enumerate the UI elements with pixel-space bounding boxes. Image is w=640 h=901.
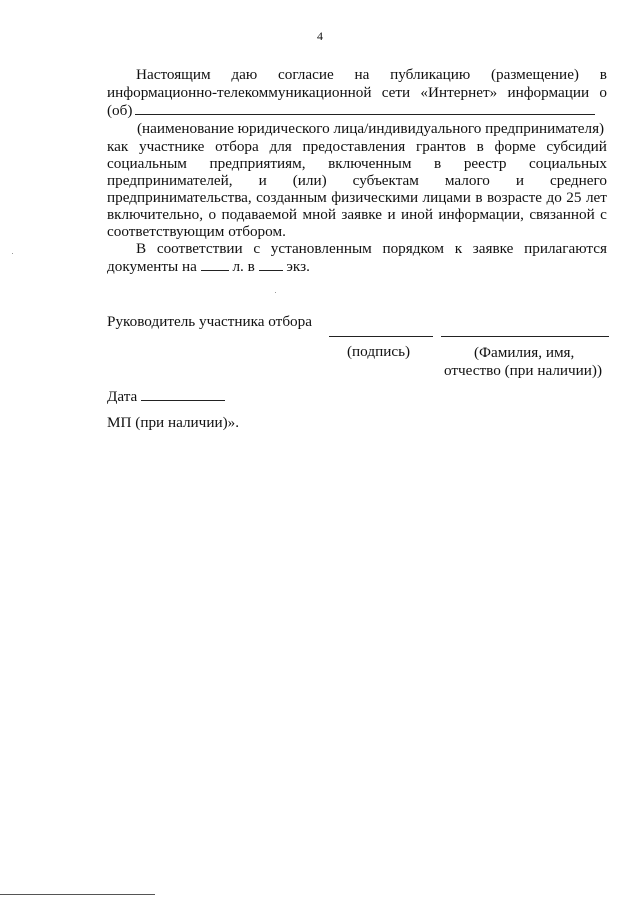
word: связанной [529, 206, 595, 223]
scan-speck [275, 292, 276, 293]
sheets-count-field[interactable] [201, 257, 229, 271]
word: информационно-телекоммуникационной [107, 84, 372, 101]
attachments-line-1 [107, 240, 607, 257]
signature-caption: (подпись) [347, 343, 411, 360]
name-caption-line-1: (Фамилия, имя, [474, 344, 575, 361]
consent-line-3 [107, 101, 607, 119]
word: согласие [277, 66, 334, 83]
word: соответствии [156, 240, 243, 257]
word: (размещение) [490, 66, 579, 83]
consent-line-6 [107, 172, 607, 189]
word: порядком [382, 240, 445, 257]
full-name-field[interactable] [441, 336, 609, 337]
word: лицами [422, 189, 471, 206]
consent-line-7 [107, 189, 607, 206]
scan-speck [12, 253, 13, 254]
word: в [434, 155, 442, 172]
word: среднего [550, 172, 607, 189]
page-number: 4 [317, 29, 323, 43]
company-name-caption: (наименование юридического лица/индивидуального предпринимателя) [137, 120, 605, 137]
footer-rule [0, 894, 155, 895]
word: созданным [256, 189, 327, 206]
word: сети [381, 84, 411, 101]
consent-line-5 [107, 155, 607, 172]
word: форме [494, 138, 536, 155]
signature-label: Руководитель участника отбора [107, 313, 312, 330]
copies-label: экз. [286, 258, 310, 275]
word: к [454, 240, 463, 257]
word: и [387, 206, 396, 223]
word: о [599, 84, 607, 101]
word: установленным [270, 240, 372, 257]
word: участнике [139, 138, 205, 155]
word: и [515, 172, 525, 189]
attachments-line-2 [107, 257, 607, 275]
sheets-label: л. в [232, 258, 255, 275]
word: подаваемой [221, 206, 298, 223]
word: в [475, 189, 483, 206]
word: реестр [463, 155, 507, 172]
word: информации [507, 84, 590, 101]
consent-line-4 [107, 138, 607, 155]
word: В [136, 240, 147, 257]
word: возрасте [486, 189, 543, 206]
stamp-label: МП (при наличии)». [107, 414, 240, 431]
word: как [107, 138, 129, 155]
name-caption-line-2: отчество (при наличии)) [444, 362, 603, 379]
word: с [253, 240, 261, 257]
word: социальным [107, 155, 187, 172]
consent-line-9: соответствующим отбором. [107, 223, 286, 240]
word: даю [231, 66, 258, 83]
word: социальных [529, 155, 607, 172]
word: предоставления [302, 138, 406, 155]
word: на [354, 66, 370, 83]
word: заявке [341, 206, 383, 223]
word: включительно, [107, 206, 204, 223]
word: и [258, 172, 267, 189]
date-field[interactable] [141, 387, 225, 401]
word: до [546, 189, 562, 206]
date-label: Дата [107, 388, 138, 405]
copies-count-field[interactable] [259, 257, 283, 271]
date-row [107, 387, 225, 405]
word: предприятиям, [209, 155, 306, 172]
company-name-field[interactable] [135, 101, 595, 115]
word: субсидий [546, 138, 607, 155]
documents-prefix: документы на [107, 258, 197, 275]
word: Настоящим [136, 66, 211, 83]
word: прилагаются [524, 240, 607, 257]
about-prefix: (об) [107, 102, 133, 119]
word: публикацию [390, 66, 471, 83]
signature-field[interactable] [329, 336, 433, 337]
word: включенным [328, 155, 412, 172]
word: грантов [416, 138, 466, 155]
word: 25 [566, 189, 582, 206]
word: о [208, 206, 217, 223]
word: лет [585, 189, 607, 206]
word: в [599, 66, 607, 83]
word: для [269, 138, 292, 155]
word: с [600, 206, 607, 223]
word: субъектам [352, 172, 419, 189]
word: (или) [292, 172, 327, 189]
word: мной [302, 206, 336, 223]
word: в [476, 138, 484, 155]
word: отбора [215, 138, 259, 155]
word: малого [444, 172, 490, 189]
word: предпринимателей, [107, 172, 233, 189]
word: предпринимательства, [107, 189, 252, 206]
consent-line-1 [107, 66, 607, 83]
word: информации, [438, 206, 524, 223]
word: иной [401, 206, 433, 223]
word: заявке [472, 240, 514, 257]
consent-line-8 [107, 206, 607, 223]
word: «Интернет» [420, 84, 498, 101]
consent-line-2 [107, 84, 607, 101]
word: физическими [331, 189, 419, 206]
